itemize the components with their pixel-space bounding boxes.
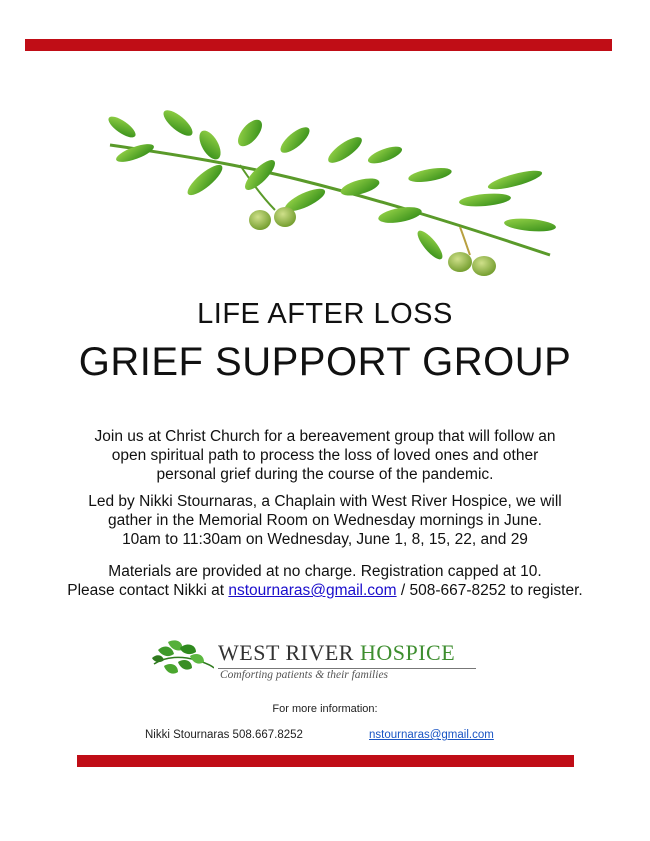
registration-email-link[interactable]: nstournaras@gmail.com <box>228 582 397 599</box>
contact-suffix: / 508-667-8252 to register. <box>396 582 583 599</box>
details-text: Led by Nikki Stournaras, a Chaplain with West River Hospice, we will gather in the Memorial Room on Wednesday mornings in June. <box>88 493 562 529</box>
contact-name-phone: Nikki Stournaras 508.667.8252 <box>145 729 303 741</box>
event-title: GRIEF SUPPORT GROUP <box>78 340 572 384</box>
logo-name-part1: WEST RIVER <box>218 640 354 665</box>
contact-email-link[interactable]: nstournaras@gmail.com <box>369 729 494 741</box>
schedule-text: 10am to 11:30am on Wednesday, June 1, 8, 15, 22, and 29 <box>122 531 528 548</box>
materials-text: Materials are provided at no charge. Registration capped at 10. <box>108 563 542 580</box>
top-accent-bar <box>25 39 612 51</box>
west-river-hospice-logo <box>152 638 482 684</box>
intro-paragraph <box>0 427 650 484</box>
contact-prefix: Please contact Nikki at <box>67 582 229 599</box>
olive-branch-icon <box>100 105 560 285</box>
event-subtitle: LIFE AFTER LOSS <box>197 298 453 330</box>
leaf-cluster-icon <box>152 638 214 680</box>
registration-paragraph <box>0 562 650 600</box>
details-paragraph <box>0 492 650 549</box>
logo-tagline: Comforting patients & their families <box>220 669 389 681</box>
logo-wordmark <box>218 640 455 666</box>
contact-line <box>0 581 650 600</box>
logo-name-part2: HOSPICE <box>359 640 456 665</box>
intro-text: Join us at Christ Church for a bereavement group that will follow an open spiritual path to process the loss of loved ones and other personal grief during the course of the pandemic. <box>94 428 556 483</box>
more-info-label: For more information: <box>272 703 378 715</box>
bottom-accent-bar <box>77 755 574 767</box>
